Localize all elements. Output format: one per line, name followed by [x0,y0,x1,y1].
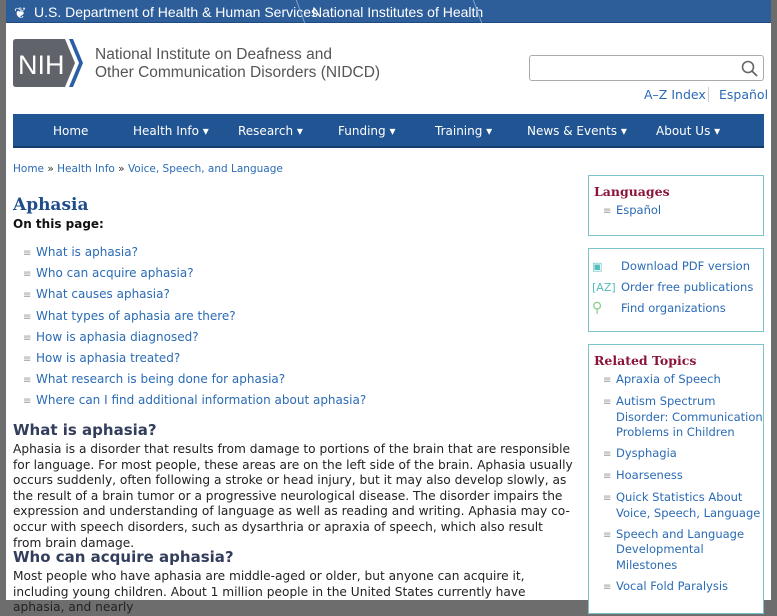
org-name-line1: National Institute on Deafness and [95,46,332,63]
book-icon: [AZ] [592,280,616,294]
list-bullet-icon: ≡ [603,582,612,594]
related-topic[interactable] [603,468,763,485]
toc-item[interactable] [23,245,366,266]
toc-item[interactable] [23,309,366,330]
link-label: Download PDF version [621,259,750,273]
table-of-contents [23,245,366,415]
related-topic-link[interactable]: Hoarseness [616,468,683,483]
list-bullet-icon: ≡ [23,290,32,302]
nav-about-us[interactable]: About Us ▾ [656,124,721,138]
toc-link[interactable]: Where can I find additional information about aphasia? [36,393,367,408]
nav-home[interactable]: Home [53,124,89,138]
toc-link[interactable]: How is aphasia treated? [36,350,181,365]
related-topic-link[interactable]: Apraxia of Speech [616,372,721,386]
list-bullet-icon: ≡ [23,332,32,344]
nav-research[interactable]: Research ▾ [238,124,303,138]
languages-title: Languages [594,184,670,199]
related-topic-link[interactable]: Autism Spectrum Disorder: Communication Problems in Children [616,394,763,440]
language-link[interactable]: Español [616,203,662,217]
toc-link[interactable]: What causes aphasia? [36,287,170,302]
related-topic-link[interactable]: Speech and Language Developmental Milestones [616,526,745,572]
related-topic[interactable] [603,527,763,574]
related-topic[interactable] [603,579,763,596]
related-topic[interactable] [603,490,763,521]
section-text: Most people who have aphasia are middle-aged or older, but anyone can acquire it, including young children. About 1 million people in the United States currently have aphasia, and nearly [13,569,526,615]
related-topic-link[interactable]: Dysphagia [616,446,677,461]
nih-link[interactable]: National Institutes of Health [312,4,484,20]
toc-link[interactable]: What types of aphasia are there? [36,308,236,323]
breadcrumb-health-info[interactable]: Health Info [57,163,115,175]
nav-health-info[interactable]: Health Info ▾ [133,124,209,138]
list-bullet-icon: ≡ [23,353,32,365]
list-bullet-icon: ≡ [603,375,612,386]
related-topic[interactable] [603,394,763,441]
link-label: Find organizations [621,301,726,315]
languages-box [588,175,764,236]
related-topic[interactable] [603,372,763,389]
list-bullet-icon: ≡ [603,206,612,217]
toc-item[interactable] [23,393,366,414]
toc-link[interactable]: What is aphasia? [36,245,138,259]
main-nav [13,114,764,148]
toc-item[interactable] [23,351,366,372]
list-bullet-icon: ≡ [23,396,32,408]
order-publications-link[interactable] [592,279,763,295]
list-bullet-icon: ≡ [603,449,612,461]
list-bullet-icon: ≡ [603,397,612,409]
language-item[interactable] [603,203,763,220]
section-heading: Who can acquire aphasia? [13,548,234,566]
related-topics-box [588,344,764,614]
list-bullet-icon: ≡ [23,311,32,323]
search-input[interactable] [529,55,764,81]
page [6,0,771,615]
pdf-icon: ▣ [592,259,603,273]
top-bar [6,0,771,23]
resources-box [588,248,764,332]
espanol-link[interactable]: Español [719,87,769,102]
nih-logo[interactable] [13,39,85,87]
breadcrumb-home[interactable]: Home [13,163,45,175]
find-organizations-link[interactable] [592,300,763,316]
divider [708,87,709,102]
section-text: Aphasia is a disorder that results from damage to portions of the brain that are responsible for language. For most people, these areas are on the left side of the brain. Aphasia usually occurs suddenly, often following a stroke or head injury, but it may also develop slowly, as the result of a brain tumor or a progressive neurological disease. The disorder impairs the expression and understanding of language as well as reading and writing. Aphasia may co-occur with speech disorders, such as dysarthria or apraxia of speech, which also result from brain damage. [13,442,573,550]
related-topics-title: Related Topics [594,353,697,368]
org-name-line2: Other Communication Disorders (NIDCD) [95,64,381,81]
org-name[interactable] [95,46,380,82]
link-label: Order free publications [621,280,754,294]
list-bullet-icon: ≡ [23,375,32,387]
list-bullet-icon: ≡ [603,471,612,483]
related-topic-link[interactable]: Quick Statistics About Voice, Speech, Language [616,490,761,520]
list-bullet-icon: ≡ [23,248,32,259]
list-bullet-icon: ≡ [603,529,612,541]
toc-link[interactable]: Who can acquire aphasia? [36,266,194,281]
magnifier-icon: ⚲ [592,300,603,316]
on-this-page-label: On this page: [13,217,104,231]
page-title: Aphasia [13,195,89,215]
toc-item[interactable] [23,287,366,308]
hhs-eagle-icon: ❦ [14,5,27,22]
toc-link[interactable]: What research is being done for aphasia? [36,372,286,387]
hhs-link[interactable]: U.S. Department of Health & Human Services [34,4,319,20]
nav-news-events[interactable]: News & Events ▾ [527,124,627,138]
toc-item[interactable] [23,266,366,287]
az-index-link[interactable]: A–Z Index [644,87,706,102]
list-bullet-icon: ≡ [23,269,32,281]
nav-training[interactable]: Training ▾ [435,124,493,138]
download-pdf-link[interactable] [592,258,763,274]
search-icon[interactable] [741,60,759,78]
related-topic-link[interactable]: Vocal Fold Paralysis [616,579,729,594]
toc-item[interactable] [23,372,366,393]
list-bullet-icon: ≡ [603,493,612,505]
nav-funding[interactable]: Funding ▾ [338,124,396,138]
svg-text:NIH: NIH [18,50,65,80]
breadcrumb: Home » Health Info » Voice, Speech, and Language [13,163,283,175]
related-topic[interactable] [603,446,763,463]
toc-item[interactable] [23,330,366,351]
breadcrumb-voice-speech-language[interactable]: Voice, Speech, and Language [127,163,283,175]
toc-link[interactable]: How is aphasia diagnosed? [36,329,199,344]
section-heading: What is aphasia? [13,421,157,439]
